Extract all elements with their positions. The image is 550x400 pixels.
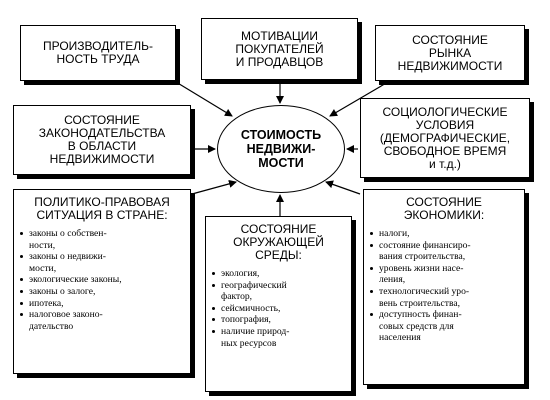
box-politics-list	[14, 228, 190, 332]
center-node-property-value	[217, 105, 345, 193]
list-item: состояние финансиро- вания строительства,	[370, 240, 524, 263]
box-environment-title: СОСТОЯНИЕ ОКРУЖАЮЩЕЙ СРЕДЫ:	[233, 222, 324, 262]
box-economy-title: СОСТОЯНИЕ ЭКОНОМИКИ:	[403, 195, 485, 222]
list-item: сейсмичность,	[212, 303, 351, 315]
box-economy-list	[364, 228, 524, 344]
list-item: ипотека,	[20, 298, 190, 310]
box-labor-productivity	[20, 25, 176, 81]
list-item: экология,	[212, 268, 351, 280]
list-item: законы о недвижи- мости,	[20, 251, 190, 274]
box-environment-list	[206, 268, 351, 349]
box-environment	[205, 216, 352, 392]
box-legislation	[13, 105, 191, 175]
center-node-label: СТОИМОСТЬ НЕДВИЖИ- МОСТИ	[240, 128, 322, 170]
list-item: налоги,	[370, 228, 524, 240]
box-market-state	[375, 25, 525, 81]
box-labor-productivity-title: ПРОИЗВОДИТЕЛЬ- НОСТЬ ТРУДА	[42, 39, 154, 66]
box-sociology-title: СОЦИОЛОГИЧЕСКИЕ УСЛОВИЯ (ДЕМОГРАФИЧЕСКИЕ, СВОБОДНОЕ ВРЕМЯ и т.д.)	[379, 104, 511, 171]
box-sociology	[360, 98, 530, 178]
box-motivation	[201, 18, 358, 80]
box-motivation-title: МОТИВАЦИИ ПОКУПАТЕЛЕЙ И ПРОДАВЦОВ	[235, 28, 324, 69]
box-politics-title: ПОЛИТИКО-ПРАВОВАЯ СИТУАЦИЯ В СТРАНЕ:	[34, 195, 170, 222]
arrow-economy	[326, 182, 360, 194]
list-item: топография,	[212, 314, 351, 326]
list-item: доступность финан- совых средств для населения	[370, 309, 524, 344]
box-market-state-title: СОСТОЯНИЕ РЫНКА НЕДВИЖИМОСТИ	[397, 32, 503, 73]
list-item: наличие природ- ных ресурсов	[212, 326, 351, 349]
list-item: уровень жизни насе- ления,	[370, 263, 524, 286]
list-item: экологические законы,	[20, 274, 190, 286]
list-item: законы о собствен- ности,	[20, 228, 190, 251]
arrow-politics	[192, 182, 236, 194]
list-item: географический фактор,	[212, 280, 351, 303]
list-item: законы о залоге,	[20, 286, 190, 298]
box-legislation-title: СОСТОЯНИЕ ЗАКОНОДАТЕЛЬСТВА В ОБЛАСТИ НЕДВИЖИМОСТИ	[38, 113, 166, 166]
list-item: налоговое законо- дательство	[20, 309, 190, 332]
list-item: технологический уро- вень строительства,	[370, 286, 524, 309]
box-economy	[363, 189, 525, 385]
box-politics	[13, 189, 191, 374]
